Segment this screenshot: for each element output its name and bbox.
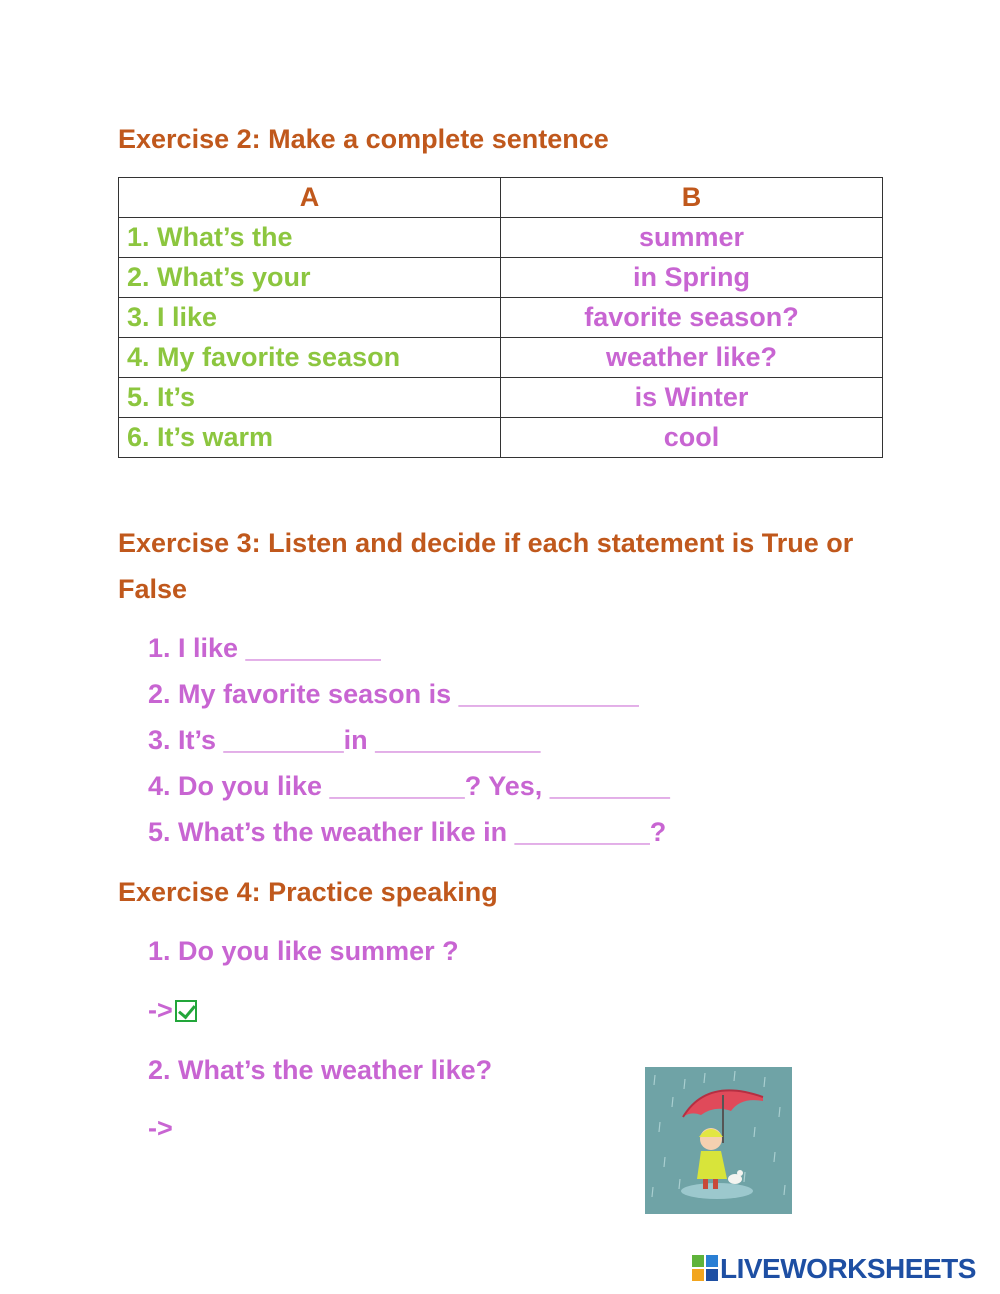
- girl-umbrella-rain-illustration: [645, 1067, 792, 1214]
- column-b-cell: cool: [501, 418, 883, 458]
- table-row: [119, 298, 883, 338]
- item-number: 2.: [127, 262, 150, 292]
- list-item[interactable]: 5. What’s the weather like in _________?: [148, 817, 667, 847]
- table-header-row: [119, 178, 883, 218]
- exercise3-list: [148, 625, 670, 855]
- item-number: 5.: [127, 382, 150, 412]
- table-row: [119, 258, 883, 298]
- column-a-header: A: [119, 178, 501, 218]
- column-a-text: What’s the: [157, 222, 293, 252]
- column-b-cell: favorite season?: [501, 298, 883, 338]
- speaking-answer-2[interactable]: [148, 1108, 173, 1148]
- speaking-question-1: 1. Do you like summer ?: [148, 936, 459, 966]
- column-b-cell: in Spring: [501, 258, 883, 298]
- liveworksheets-logo-icon: [692, 1255, 718, 1281]
- item-number: 6.: [127, 422, 150, 452]
- exercise2-title: Exercise 2: Make a complete sentence: [118, 124, 609, 154]
- matching-table: [118, 177, 883, 458]
- column-b-cell: is Winter: [501, 378, 883, 418]
- table-row: [119, 378, 883, 418]
- list-item[interactable]: 2. My favorite season is ____________: [148, 679, 639, 709]
- checkbox-checked-icon: [175, 1000, 197, 1022]
- column-a-text: I like: [157, 302, 218, 332]
- column-a-cell: [119, 218, 501, 258]
- answer-arrow: ->: [148, 995, 173, 1025]
- answer-arrow: ->: [148, 1113, 173, 1143]
- exercise4-title: Exercise 4: Practice speaking: [118, 877, 498, 907]
- list-item[interactable]: 4. Do you like _________? Yes, ________: [148, 771, 670, 801]
- column-a-cell: [119, 298, 501, 338]
- speaking-answer-1[interactable]: [148, 990, 197, 1030]
- list-item[interactable]: 1. I like _________: [148, 633, 381, 663]
- table-row: [119, 338, 883, 378]
- exercise3-title: Exercise 3: Listen and decide if each statement is True or False: [118, 528, 854, 604]
- table-row: [119, 418, 883, 458]
- column-a-cell: [119, 258, 501, 298]
- item-number: 3.: [127, 302, 150, 332]
- table-row: [119, 218, 883, 258]
- list-item[interactable]: 3. It’s ________in ___________: [148, 725, 541, 755]
- brand-name: LIVEWORKSHEETS: [720, 1253, 976, 1284]
- item-number: 1.: [127, 222, 150, 252]
- column-a-text: My favorite season: [157, 342, 401, 372]
- column-a-cell: [119, 378, 501, 418]
- column-b-cell: summer: [501, 218, 883, 258]
- column-a-text: What’s your: [157, 262, 311, 292]
- column-a-cell: [119, 418, 501, 458]
- column-b-header: B: [501, 178, 883, 218]
- speaking-question-2: 2. What’s the weather like?: [148, 1055, 493, 1085]
- column-a-text: It’s: [157, 382, 196, 412]
- column-b-cell: weather like?: [501, 338, 883, 378]
- column-a-text: It’s warm: [157, 422, 274, 452]
- column-a-cell: [119, 338, 501, 378]
- item-number: 4.: [127, 342, 150, 372]
